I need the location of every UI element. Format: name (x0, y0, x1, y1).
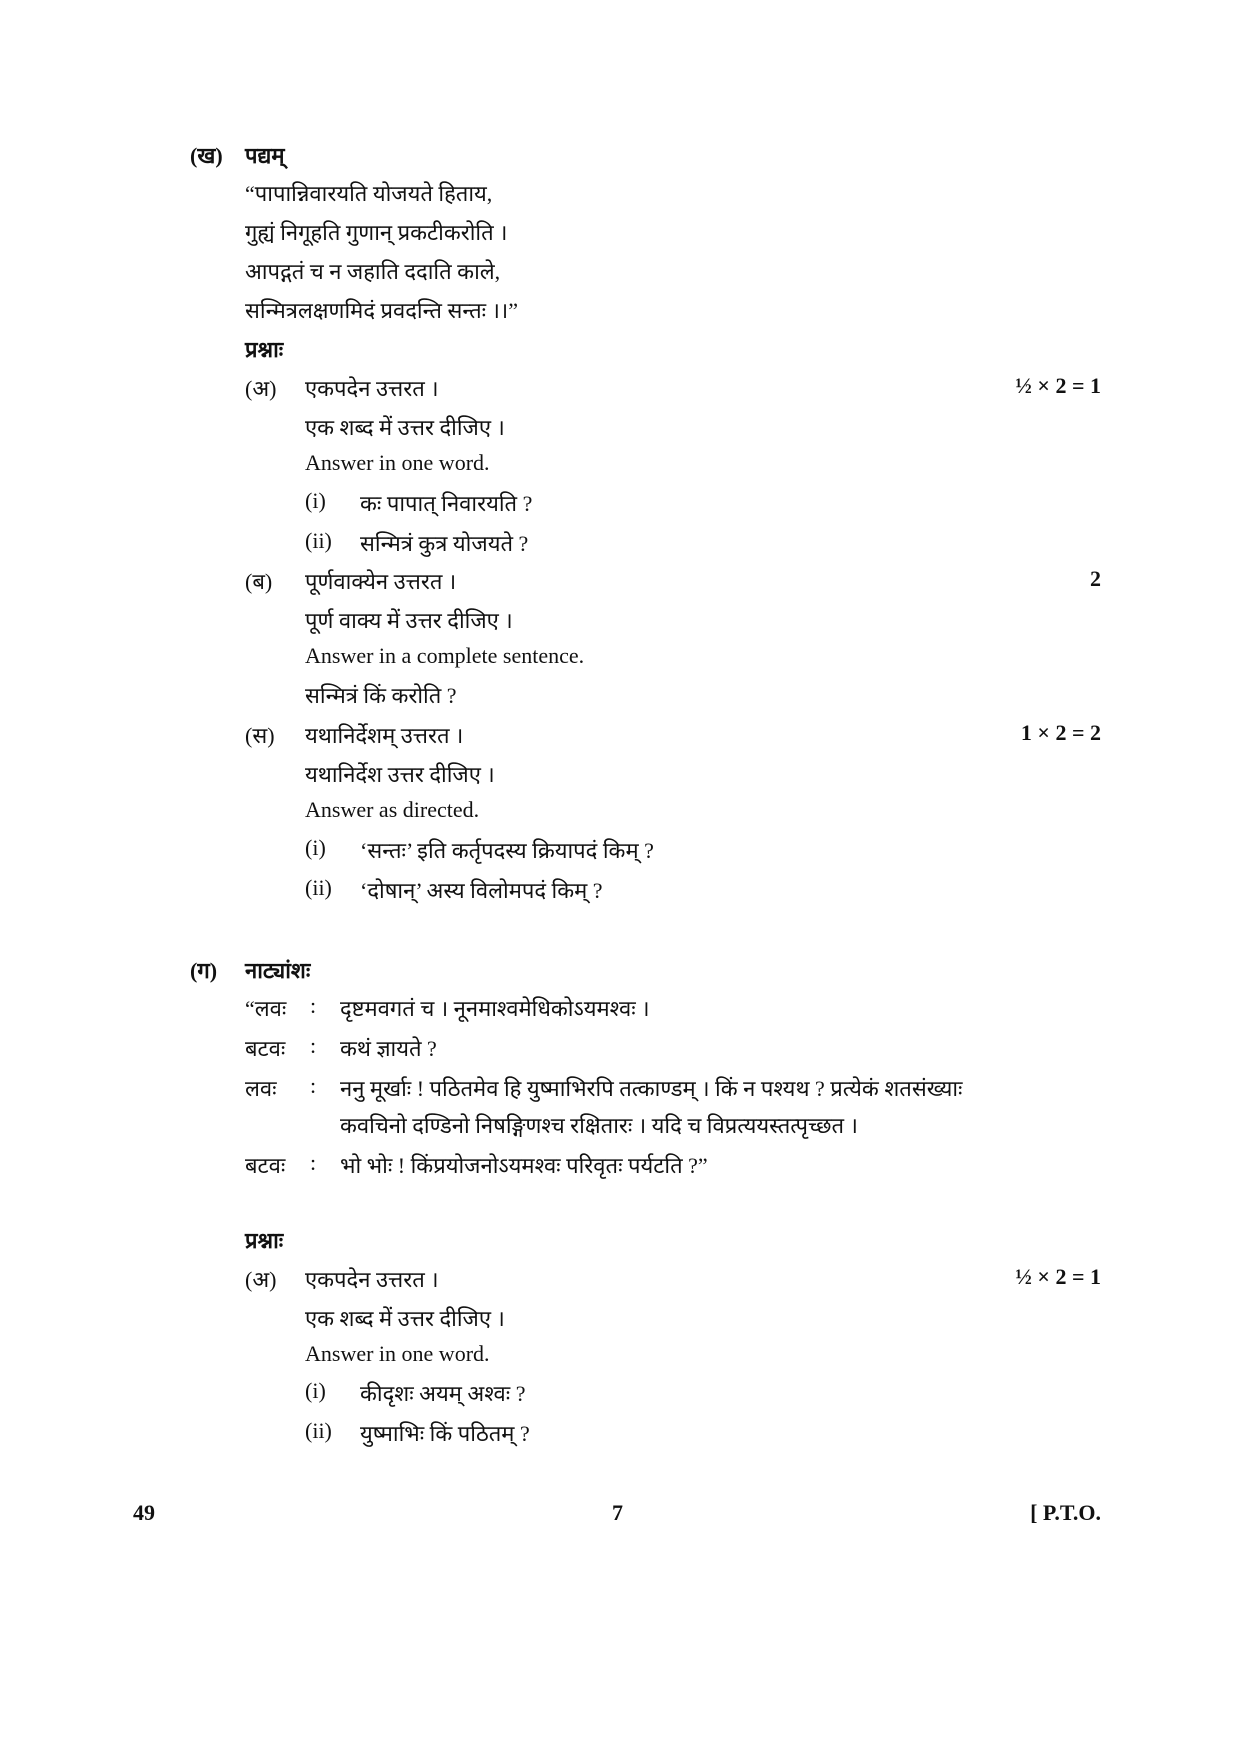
dialogue-text: कथं ज्ञायते ? (340, 1036, 437, 1061)
section-kha-label: (ख) (190, 143, 223, 168)
question-label: (स) (245, 723, 275, 748)
item-number: (i) (305, 1378, 326, 1403)
instruction-hindi: एक शब्द में उत्तर दीजिए । (305, 415, 505, 440)
dialogue-separator: : (310, 1033, 317, 1058)
instruction-sanskrit: पूर्णवाक्येन उत्तरत । (305, 569, 457, 594)
dialogue-speaker: बटवः (245, 1153, 286, 1178)
marks: ½ × 2 = 1 (1015, 1264, 1101, 1289)
instruction-hindi: यथानिर्देश उत्तर दीजिए । (305, 762, 495, 787)
marks: 1 × 2 = 2 (1020, 720, 1101, 745)
verse-line: गुह्यं निगूहति गुणान् प्रकटीकरोति । (245, 220, 508, 245)
dialogue-separator: : (310, 1073, 317, 1098)
marks: 2 (1090, 566, 1101, 591)
verse-line: “पापान्निवारयति योजयते हिताय, (245, 181, 493, 206)
pto-note: [ P.T.O. (1030, 1500, 1101, 1525)
verse-line: सन्मित्रलक्षणमिदं प्रवदन्ति सन्तः ।।” (245, 298, 519, 323)
instruction-english: Answer in one word. (305, 1341, 490, 1366)
section-kha-title: पद्यम् (245, 143, 285, 168)
instruction-hindi: एक शब्द में उत्तर दीजिए । (305, 1306, 505, 1331)
dialogue-speaker: बटवः (245, 1036, 286, 1061)
dialogue-text: भो भोः ! किंप्रयोजनोऽयमश्वः परिवृतः पर्यटति ?” (340, 1153, 708, 1178)
marks: ½ × 2 = 1 (1015, 373, 1101, 398)
dialogue-speaker: लवः (245, 1076, 277, 1101)
dialogue-text-continued: कवचिनो दण्डिनो निषङ्गिणश्च रक्षितारः । यदि च विप्रत्ययस्तत्पृच्छत । (340, 1113, 858, 1138)
instruction-sanskrit: एकपदेन उत्तरत । (305, 376, 439, 401)
item-question: कः पापात् निवारयति ? (360, 491, 533, 516)
questions-heading: प्रश्नाः (245, 337, 284, 362)
instruction-english: Answer in a complete sentence. (305, 643, 585, 668)
dialogue-speaker: “लवः (245, 996, 287, 1021)
question-label: (ब) (245, 569, 273, 594)
item-question: कीदृशः अयम् अश्वः ? (360, 1381, 526, 1406)
item-number: (i) (305, 488, 326, 513)
instruction-sanskrit: यथानिर्देशम् उत्तरत । (305, 723, 464, 748)
questions-heading: प्रश्नाः (245, 1228, 284, 1253)
item-question: युष्माभिः किं पठितम् ? (360, 1421, 530, 1446)
instruction-english: Answer in one word. (305, 450, 490, 475)
dialogue-separator: : (310, 1150, 317, 1175)
question-label: (अ) (245, 376, 277, 401)
item-question: ‘सन्तः’ इति कर्तृपदस्य क्रियापदं किम् ? (360, 838, 654, 863)
dialogue-text: ननु मूर्खाः ! पठितमेव हि युष्माभिरपि तत्काण्डम् । किं न पश्यथ ? प्रत्येकं शतसंख्याः (340, 1076, 963, 1101)
dialogue-separator: : (310, 993, 317, 1018)
dialogue-text: दृष्टमवगतं च । नूनमाश्वमेधिकोऽयमश्वः । (340, 996, 650, 1021)
item-number: (ii) (305, 875, 332, 900)
verse-line: आपद्गतं च न जहाति ददाति काले, (245, 259, 501, 284)
paper-code: 49 (133, 1500, 155, 1525)
item-question: सन्मित्रं कुत्र योजयते ? (360, 531, 529, 556)
item-number: (ii) (305, 1418, 332, 1443)
section-ga-title: नाट्यांशः (245, 958, 311, 983)
instruction-english: Answer as directed. (305, 797, 480, 822)
item-question: ‘दोषान्’ अस्य विलोमपदं किम् ? (360, 878, 603, 903)
item-question: सन्मित्रं किं करोति ? (305, 683, 457, 708)
instruction-hindi: पूर्ण वाक्य में उत्तर दीजिए । (305, 608, 513, 633)
section-ga-label: (ग) (190, 958, 218, 983)
question-label: (अ) (245, 1267, 277, 1292)
page-number: 7 (612, 1500, 623, 1525)
item-number: (ii) (305, 528, 332, 553)
item-number: (i) (305, 835, 326, 860)
instruction-sanskrit: एकपदेन उत्तरत । (305, 1267, 439, 1292)
